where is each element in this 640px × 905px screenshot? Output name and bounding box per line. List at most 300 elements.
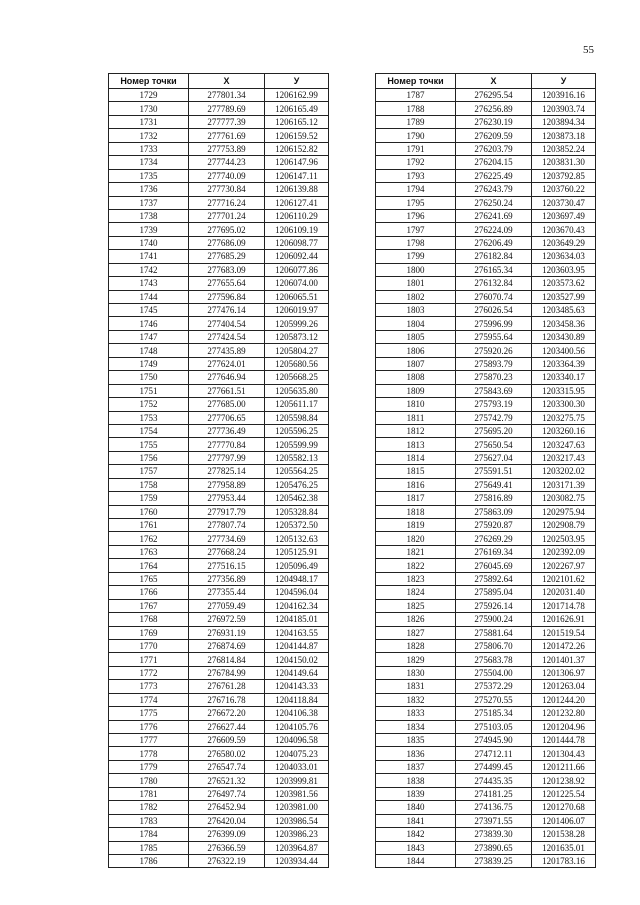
cell-x: 274945.90 [456, 734, 532, 747]
table-row [109, 250, 329, 263]
cell-y: 1201519.54 [532, 626, 596, 639]
cell-point-number: 1795 [376, 196, 456, 209]
cell-point-number: 1775 [109, 707, 189, 720]
cell-point-number: 1811 [376, 411, 456, 424]
table-row [376, 505, 596, 518]
cell-y: 1203934.44 [265, 854, 329, 867]
cell-y: 1201783.16 [532, 854, 596, 867]
cell-y: 1203527.99 [532, 290, 596, 303]
cell-y: 1203275.75 [532, 411, 596, 424]
cell-x: 275504.00 [456, 666, 532, 679]
cell-y: 1206109.19 [265, 223, 329, 236]
table-row [109, 653, 329, 666]
cell-y: 1201204.96 [532, 720, 596, 733]
cell-y: 1205564.25 [265, 465, 329, 478]
cell-y: 1203730.47 [532, 196, 596, 209]
cell-x: 275649.41 [456, 478, 532, 491]
table-row [109, 787, 329, 800]
cell-point-number: 1757 [109, 465, 189, 478]
cell-point-number: 1843 [376, 841, 456, 854]
cell-point-number: 1788 [376, 102, 456, 115]
cell-x: 276627.44 [189, 720, 265, 733]
cell-point-number: 1835 [376, 734, 456, 747]
table-row [109, 639, 329, 652]
table-row [109, 559, 329, 572]
table-row [109, 398, 329, 411]
cell-y: 1206065.51 [265, 290, 329, 303]
cell-y: 1201626.91 [532, 613, 596, 626]
cell-x: 276132.84 [456, 277, 532, 290]
cell-point-number: 1816 [376, 478, 456, 491]
cell-y: 1201244.20 [532, 693, 596, 706]
cell-y: 1204162.34 [265, 599, 329, 612]
table-row [109, 814, 329, 827]
cell-point-number: 1758 [109, 478, 189, 491]
table-row [109, 586, 329, 599]
cell-point-number: 1766 [109, 586, 189, 599]
cell-point-number: 1799 [376, 250, 456, 263]
table-row [376, 344, 596, 357]
cell-x: 275996.99 [456, 317, 532, 330]
cell-x: 277059.49 [189, 599, 265, 612]
cell-point-number: 1756 [109, 451, 189, 464]
header-y: У [265, 74, 329, 89]
cell-x: 277624.01 [189, 357, 265, 370]
cell-point-number: 1731 [109, 115, 189, 128]
cell-x: 276070.74 [456, 290, 532, 303]
cell-y: 1201444.78 [532, 734, 596, 747]
cell-x: 275270.55 [456, 693, 532, 706]
table-row [376, 209, 596, 222]
cell-x: 276206.49 [456, 236, 532, 249]
cell-y: 1205328.84 [265, 505, 329, 518]
header-x: X [189, 74, 265, 89]
cell-point-number: 1734 [109, 156, 189, 169]
cell-point-number: 1759 [109, 492, 189, 505]
cell-y: 1205476.25 [265, 478, 329, 491]
table-row [376, 828, 596, 841]
cell-y: 1203171.39 [532, 478, 596, 491]
cell-x: 276366.59 [189, 841, 265, 854]
cell-x: 275627.04 [456, 451, 532, 464]
cell-y: 1204596.04 [265, 586, 329, 599]
cell-x: 276204.15 [456, 156, 532, 169]
table-row [376, 89, 596, 102]
table-row [376, 465, 596, 478]
cell-x: 273890.65 [456, 841, 532, 854]
cell-point-number: 1733 [109, 142, 189, 155]
cell-y: 1202101.62 [532, 572, 596, 585]
cell-point-number: 1828 [376, 639, 456, 652]
cell-point-number: 1741 [109, 250, 189, 263]
table-row [109, 223, 329, 236]
cell-point-number: 1844 [376, 854, 456, 867]
cell-point-number: 1841 [376, 814, 456, 827]
cell-x: 274136.75 [456, 801, 532, 814]
cell-x: 276241.69 [456, 209, 532, 222]
table-row [109, 304, 329, 317]
cell-x: 275185.34 [456, 707, 532, 720]
cell-point-number: 1792 [376, 156, 456, 169]
cell-y: 1204118.84 [265, 693, 329, 706]
table-header-row [109, 74, 329, 89]
table-row [376, 519, 596, 532]
table-row [376, 156, 596, 169]
table-row [109, 734, 329, 747]
table-row [376, 559, 596, 572]
cell-x: 275881.64 [456, 626, 532, 639]
cell-y: 1206162.99 [265, 89, 329, 102]
cell-y: 1203340.17 [532, 371, 596, 384]
cell-x: 274435.35 [456, 774, 532, 787]
cell-x: 277761.69 [189, 129, 265, 142]
cell-y: 1202031.40 [532, 586, 596, 599]
table-row [109, 411, 329, 424]
table-row [109, 384, 329, 397]
cell-y: 1204948.17 [265, 572, 329, 585]
cell-x: 276420.04 [189, 814, 265, 827]
cell-y: 1203986.23 [265, 828, 329, 841]
cell-point-number: 1747 [109, 330, 189, 343]
cell-x: 276814.84 [189, 653, 265, 666]
cell-y: 1203760.22 [532, 183, 596, 196]
cell-point-number: 1781 [109, 787, 189, 800]
cell-point-number: 1821 [376, 545, 456, 558]
header-point-number: Номер точки [109, 74, 189, 89]
table-row [376, 263, 596, 276]
cell-y: 1203670.43 [532, 223, 596, 236]
cell-x: 276225.49 [456, 169, 532, 182]
cell-x: 277695.02 [189, 223, 265, 236]
table-row [109, 277, 329, 290]
cell-x: 275955.64 [456, 330, 532, 343]
cell-point-number: 1765 [109, 572, 189, 585]
cell-y: 1206077.86 [265, 263, 329, 276]
cell-y: 1202908.79 [532, 519, 596, 532]
cell-point-number: 1786 [109, 854, 189, 867]
cell-y: 1201401.37 [532, 653, 596, 666]
cell-x: 276295.54 [456, 89, 532, 102]
cell-point-number: 1750 [109, 371, 189, 384]
cell-point-number: 1760 [109, 505, 189, 518]
cell-point-number: 1749 [109, 357, 189, 370]
cell-y: 1203430.89 [532, 330, 596, 343]
cell-point-number: 1826 [376, 613, 456, 626]
cell-x: 277706.65 [189, 411, 265, 424]
cell-y: 1204163.55 [265, 626, 329, 639]
table-row [376, 115, 596, 128]
cell-point-number: 1751 [109, 384, 189, 397]
cell-x: 277661.51 [189, 384, 265, 397]
cell-y: 1204105.76 [265, 720, 329, 733]
cell-point-number: 1785 [109, 841, 189, 854]
cell-point-number: 1764 [109, 559, 189, 572]
cell-x: 276399.09 [189, 828, 265, 841]
cell-point-number: 1770 [109, 639, 189, 652]
cell-x: 276230.19 [456, 115, 532, 128]
table-row [376, 142, 596, 155]
cell-y: 1206110.29 [265, 209, 329, 222]
cell-x: 276165.34 [456, 263, 532, 276]
cell-point-number: 1830 [376, 666, 456, 679]
cell-point-number: 1773 [109, 680, 189, 693]
cell-y: 1206139.88 [265, 183, 329, 196]
table-row [109, 854, 329, 867]
cell-point-number: 1793 [376, 169, 456, 182]
cell-point-number: 1740 [109, 236, 189, 249]
cell-point-number: 1819 [376, 519, 456, 532]
table-row [376, 236, 596, 249]
cell-y: 1203894.34 [532, 115, 596, 128]
table-row [109, 196, 329, 209]
cell-x: 277476.14 [189, 304, 265, 317]
cell-x: 277716.24 [189, 196, 265, 209]
table-row [109, 156, 329, 169]
cell-point-number: 1798 [376, 236, 456, 249]
cell-point-number: 1763 [109, 545, 189, 558]
cell-x: 275892.64 [456, 572, 532, 585]
cell-x: 277355.44 [189, 586, 265, 599]
cell-point-number: 1776 [109, 720, 189, 733]
cell-y: 1201225.54 [532, 787, 596, 800]
cell-x: 277655.64 [189, 277, 265, 290]
cell-x: 275843.69 [456, 384, 532, 397]
cell-point-number: 1783 [109, 814, 189, 827]
cell-point-number: 1730 [109, 102, 189, 115]
cell-y: 1203792.85 [532, 169, 596, 182]
table-row [376, 787, 596, 800]
cell-y: 1201232.80 [532, 707, 596, 720]
table-row [109, 505, 329, 518]
cell-x: 275591.51 [456, 465, 532, 478]
table-row [376, 532, 596, 545]
cell-point-number: 1802 [376, 290, 456, 303]
cell-x: 277730.84 [189, 183, 265, 196]
cell-point-number: 1827 [376, 626, 456, 639]
cell-point-number: 1817 [376, 492, 456, 505]
cell-x: 276716.78 [189, 693, 265, 706]
cell-point-number: 1787 [376, 89, 456, 102]
cell-x: 275893.79 [456, 357, 532, 370]
cell-point-number: 1748 [109, 344, 189, 357]
table-row [376, 169, 596, 182]
cell-x: 274499.45 [456, 760, 532, 773]
cell-y: 1203400.56 [532, 344, 596, 357]
cell-point-number: 1784 [109, 828, 189, 841]
cell-y: 1201304.43 [532, 747, 596, 760]
cell-x: 276547.74 [189, 760, 265, 773]
cell-x: 277646.94 [189, 371, 265, 384]
cell-y: 1203697.49 [532, 209, 596, 222]
cell-y: 1203300.30 [532, 398, 596, 411]
cell-x: 275103.05 [456, 720, 532, 733]
table-row [109, 424, 329, 437]
cell-point-number: 1778 [109, 747, 189, 760]
cell-x: 274712.11 [456, 747, 532, 760]
cell-y: 1203873.18 [532, 129, 596, 142]
cell-y: 1201263.04 [532, 680, 596, 693]
cell-y: 1205599.99 [265, 438, 329, 451]
table-row [109, 532, 329, 545]
cell-y: 1205598.84 [265, 411, 329, 424]
cell-x: 276269.29 [456, 532, 532, 545]
table-row [376, 586, 596, 599]
cell-x: 276045.69 [456, 559, 532, 572]
table-body-left [109, 89, 329, 868]
table-row [376, 545, 596, 558]
table-row [109, 438, 329, 451]
cell-point-number: 1840 [376, 801, 456, 814]
cell-x: 275650.54 [456, 438, 532, 451]
cell-point-number: 1796 [376, 209, 456, 222]
cell-point-number: 1761 [109, 519, 189, 532]
cell-y: 1204075.23 [265, 747, 329, 760]
cell-y: 1206147.11 [265, 169, 329, 182]
cell-point-number: 1836 [376, 747, 456, 760]
cell-x: 276609.59 [189, 734, 265, 747]
table-row [109, 680, 329, 693]
cell-y: 1203916.16 [532, 89, 596, 102]
cell-y: 1205372.50 [265, 519, 329, 532]
table-row [109, 828, 329, 841]
cell-y: 1206127.41 [265, 196, 329, 209]
cell-point-number: 1813 [376, 438, 456, 451]
cell-point-number: 1767 [109, 599, 189, 612]
cell-y: 1205873.12 [265, 330, 329, 343]
cell-y: 1201306.97 [532, 666, 596, 679]
cell-point-number: 1779 [109, 760, 189, 773]
cell-y: 1203999.81 [265, 774, 329, 787]
cell-point-number: 1735 [109, 169, 189, 182]
table-row [376, 841, 596, 854]
cell-y: 1202975.94 [532, 505, 596, 518]
table-row [376, 666, 596, 679]
cell-point-number: 1823 [376, 572, 456, 585]
cell-y: 1204144.87 [265, 639, 329, 652]
table-row [376, 451, 596, 464]
cell-point-number: 1812 [376, 424, 456, 437]
cell-point-number: 1729 [109, 89, 189, 102]
cell-point-number: 1791 [376, 142, 456, 155]
cell-x: 277744.23 [189, 156, 265, 169]
cell-point-number: 1746 [109, 317, 189, 330]
cell-x: 276209.59 [456, 129, 532, 142]
header-point-number: Номер точки [376, 74, 456, 89]
cell-x: 275920.87 [456, 519, 532, 532]
cell-x: 276322.19 [189, 854, 265, 867]
coordinates-table-left [108, 73, 329, 868]
table-row [109, 478, 329, 491]
cell-point-number: 1744 [109, 290, 189, 303]
cell-x: 277801.34 [189, 89, 265, 102]
table-row [109, 720, 329, 733]
cell-point-number: 1804 [376, 317, 456, 330]
cell-x: 276784.99 [189, 666, 265, 679]
table-row [376, 424, 596, 437]
cell-y: 1203903.74 [532, 102, 596, 115]
table-row [376, 653, 596, 666]
cell-y: 1201406.07 [532, 814, 596, 827]
cell-y: 1206165.49 [265, 102, 329, 115]
cell-x: 276931.19 [189, 626, 265, 639]
table-row [376, 854, 596, 867]
cell-x: 276182.84 [456, 250, 532, 263]
cell-y: 1204149.64 [265, 666, 329, 679]
table-row [376, 814, 596, 827]
cell-y: 1205804.27 [265, 344, 329, 357]
cell-y: 1205596.25 [265, 424, 329, 437]
cell-x: 277424.54 [189, 330, 265, 343]
cell-point-number: 1837 [376, 760, 456, 773]
cell-y: 1204150.02 [265, 653, 329, 666]
cell-x: 277686.09 [189, 236, 265, 249]
cell-y: 1201635.01 [532, 841, 596, 854]
cell-x: 276761.28 [189, 680, 265, 693]
table-row [376, 734, 596, 747]
cell-x: 276026.54 [456, 304, 532, 317]
cell-x: 273971.55 [456, 814, 532, 827]
cell-y: 1206092.44 [265, 250, 329, 263]
table-row [109, 371, 329, 384]
cell-y: 1204143.33 [265, 680, 329, 693]
cell-x: 275742.79 [456, 411, 532, 424]
table-row [376, 613, 596, 626]
cell-y: 1203964.87 [265, 841, 329, 854]
table-row [109, 841, 329, 854]
cell-x: 276203.79 [456, 142, 532, 155]
table-row [109, 142, 329, 155]
cell-point-number: 1803 [376, 304, 456, 317]
cell-x: 273839.30 [456, 828, 532, 841]
table-row [376, 774, 596, 787]
cell-x: 273839.25 [456, 854, 532, 867]
table-row [376, 330, 596, 343]
cell-point-number: 1762 [109, 532, 189, 545]
cell-y: 1203634.03 [532, 250, 596, 263]
cell-x: 276672.20 [189, 707, 265, 720]
table-row [109, 774, 329, 787]
cell-y: 1204096.58 [265, 734, 329, 747]
cell-x: 277917.79 [189, 505, 265, 518]
cell-y: 1201472.26 [532, 639, 596, 652]
table-row [376, 250, 596, 263]
cell-x: 276972.59 [189, 613, 265, 626]
cell-x: 275372.29 [456, 680, 532, 693]
cell-y: 1205680.56 [265, 357, 329, 370]
cell-y: 1205462.38 [265, 492, 329, 505]
cell-point-number: 1737 [109, 196, 189, 209]
table-row [376, 707, 596, 720]
table-row [376, 304, 596, 317]
table-row [376, 747, 596, 760]
cell-x: 277958.89 [189, 478, 265, 491]
table-row [109, 236, 329, 249]
cell-point-number: 1808 [376, 371, 456, 384]
cell-point-number: 1825 [376, 599, 456, 612]
cell-y: 1204185.01 [265, 613, 329, 626]
cell-x: 276250.24 [456, 196, 532, 209]
table-row [109, 760, 329, 773]
table-row [109, 89, 329, 102]
table-row [376, 411, 596, 424]
cell-y: 1206019.97 [265, 304, 329, 317]
table-row [376, 639, 596, 652]
cell-x: 276169.34 [456, 545, 532, 558]
cell-x: 277683.09 [189, 263, 265, 276]
table-row [376, 317, 596, 330]
cell-point-number: 1822 [376, 559, 456, 572]
cell-y: 1206159.52 [265, 129, 329, 142]
